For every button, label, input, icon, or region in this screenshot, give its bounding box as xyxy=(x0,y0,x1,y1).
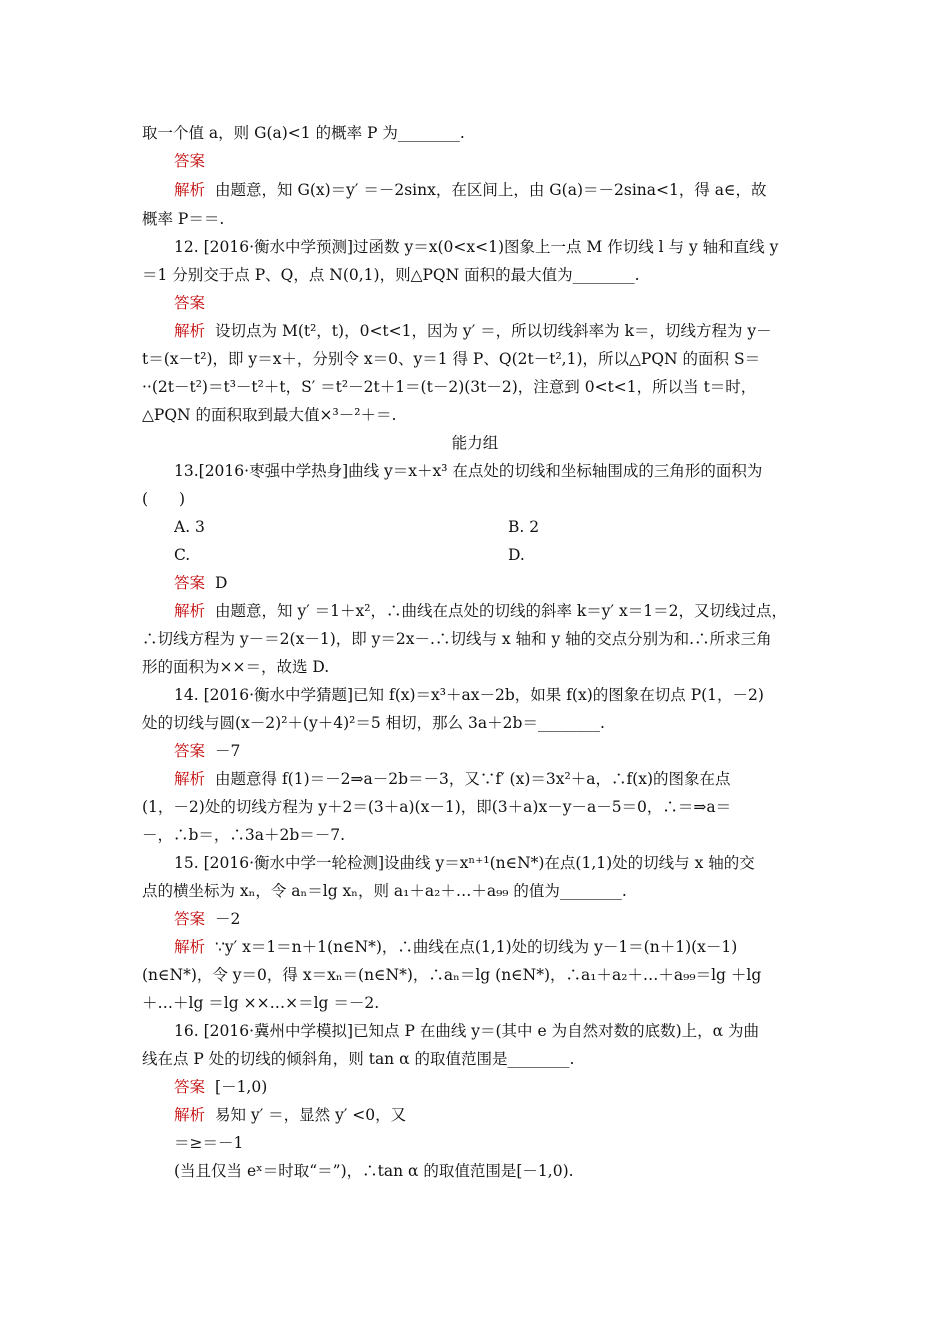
question-15-line: 15. [2016·衡水中学一轮检测]设曲线 y＝xⁿ⁺¹(n∈N*)在点(1,1)处的切线与 x 轴的交 xyxy=(174,854,755,872)
answer-label: 答案 xyxy=(174,152,206,170)
text-line: (1，－2)处的切线方程为 y＋2＝(3＋a)(x－1)，即(3＋a)x－y－a－5＝0，∴＝⇒a＝ xyxy=(142,798,732,816)
text-line: 取一个值 a，则 G(a)<1 的概率 P 为________. xyxy=(142,124,465,142)
text-line: 形的面积为××＝，故选 D. xyxy=(142,658,330,676)
question-14-line: 14. [2016·衡水中学猜题]已知 f(x)＝x³＋ax－2b，如果 f(x)的图象在切点 P(1，－2) xyxy=(174,686,764,704)
answer-value: D xyxy=(215,574,228,592)
question-13-line: 13.[2016·枣强中学热身]曲线 y＝x＋x³ 在点处的切线和坐标轴围成的三角形的面积为 xyxy=(174,462,763,480)
analysis-line xyxy=(174,937,822,957)
answer-value: [－1,0) xyxy=(215,1078,268,1096)
analysis-line xyxy=(174,321,822,341)
option-d: D. xyxy=(508,546,525,564)
text-line: 线在点 P 处的切线的倾斜角，则 tan α 的取值范围是________. xyxy=(142,1050,575,1068)
text-span: 由题意，知 y′ ＝1＋x²，∴曲线在点处的切线的斜率 k＝y′ x＝1＝2，又切线过点， xyxy=(215,602,787,620)
analysis-line xyxy=(174,769,822,789)
text-span: 设切点为 M(t²，t)，0<t<1，因为 y′ ＝，所以切线斜率为 k＝，切线方程为 y－ xyxy=(215,322,772,340)
option-a: A. 3 xyxy=(174,518,205,536)
text-span: ∵y′ x＝1＝n＋1(n∈N*)，∴曲线在点(1,1)处的切线为 y－1＝(n＋1)(x－1) xyxy=(215,938,738,956)
analysis-label: 解析 xyxy=(174,181,206,199)
option-b: B. 2 xyxy=(508,518,540,536)
text-line: ＝≥＝－1 xyxy=(174,1134,244,1152)
answer-line xyxy=(174,573,822,593)
text-line: ＝1 分别交于点 P、Q，点 N(0,1)，则△PQN 面积的最大值为________. xyxy=(142,266,640,284)
text-line: △PQN 的面积取到最大值×³－²＋＝. xyxy=(142,406,397,424)
question-12-line: 12. [2016·衡水中学预测]过函数 y＝x(0<x<1)图象上一点 M 作切线 l 与 y 轴和直线 y xyxy=(174,238,779,256)
answer-value: －2 xyxy=(215,910,241,928)
answer-line xyxy=(174,741,822,761)
analysis-line xyxy=(174,1105,822,1125)
section-heading: 能力组 xyxy=(451,434,499,452)
text-line: 点的横坐标为 xₙ，令 aₙ＝lg xₙ，则 a₁＋a₂＋…＋a₉₉ 的值为________. xyxy=(142,882,627,900)
text-line: 概率 P＝＝. xyxy=(142,210,225,228)
answer-line xyxy=(174,909,822,929)
answer-label: 答案 xyxy=(174,294,206,312)
analysis-line xyxy=(174,180,822,200)
text-line: ∴切线方程为 y－＝2(x－1)，即 y＝2x－.∴切线与 x 轴和 y 轴的交点分别为和.∴所求三角 xyxy=(142,630,772,648)
answer-label: 答案 xyxy=(174,742,206,760)
analysis-label: 解析 xyxy=(174,602,206,620)
text-line: －，∴b＝，∴3a＋2b＝－7. xyxy=(142,826,346,844)
answer-value: －7 xyxy=(215,742,241,760)
text-line: ( ) xyxy=(142,490,186,508)
text-line: (当且仅当 eˣ＝时取“＝”)，∴tan α 的取值范围是[－1,0). xyxy=(174,1162,574,1180)
text-line: t＝(x－t²)，即 y＝x＋，分别令 x＝0、y＝1 得 P、Q(2t－t²,1)，所以△PQN 的面积 S＝ xyxy=(142,350,761,368)
text-line: ··(2t－t²)＝t³－t²＋t，S′ ＝t²－2t＋1＝(t－2)(3t－2)，注意到 0<t<1，所以当 t＝时， xyxy=(142,378,757,396)
text-span: 由题意得 f(1)＝－2⇒a－2b＝－3，又∵f′ (x)＝3x²＋a，∴f(x)的图象在点 xyxy=(215,770,731,788)
text-line: (n∈N*)，令 y＝0，得 x＝xₙ＝(n∈N*)，∴aₙ＝lg (n∈N*)，∴a₁＋a₂＋…＋a₉₉＝lg ＋lg xyxy=(142,966,762,984)
text-span: 易知 y′ ＝，显然 y′ <0，又 xyxy=(215,1106,407,1124)
question-16-line: 16. [2016·冀州中学模拟]已知点 P 在曲线 y＝(其中 e 为自然对数的底数)上，α 为曲 xyxy=(174,1022,760,1040)
text-line: ＋…＋lg ＝lg ××…×＝lg ＝－2. xyxy=(142,994,380,1012)
text-line: 处的切线与圆(x－2)²＋(y＋4)²＝5 相切，那么 3a＋2b＝________. xyxy=(142,714,605,732)
analysis-line xyxy=(174,601,822,621)
option-c: C. xyxy=(174,546,191,564)
analysis-label: 解析 xyxy=(174,1106,206,1124)
analysis-label: 解析 xyxy=(174,770,206,788)
answer-label: 答案 xyxy=(174,1078,206,1096)
analysis-label: 解析 xyxy=(174,938,206,956)
analysis-label: 解析 xyxy=(174,322,206,340)
answer-label: 答案 xyxy=(174,574,206,592)
answer-label: 答案 xyxy=(174,910,206,928)
text-span: 由题意，知 G(x)＝y′ ＝－2sinx，在区间上，由 G(a)＝－2sina<1，得 a∈，故 xyxy=(215,181,767,199)
answer-line xyxy=(174,1077,822,1097)
